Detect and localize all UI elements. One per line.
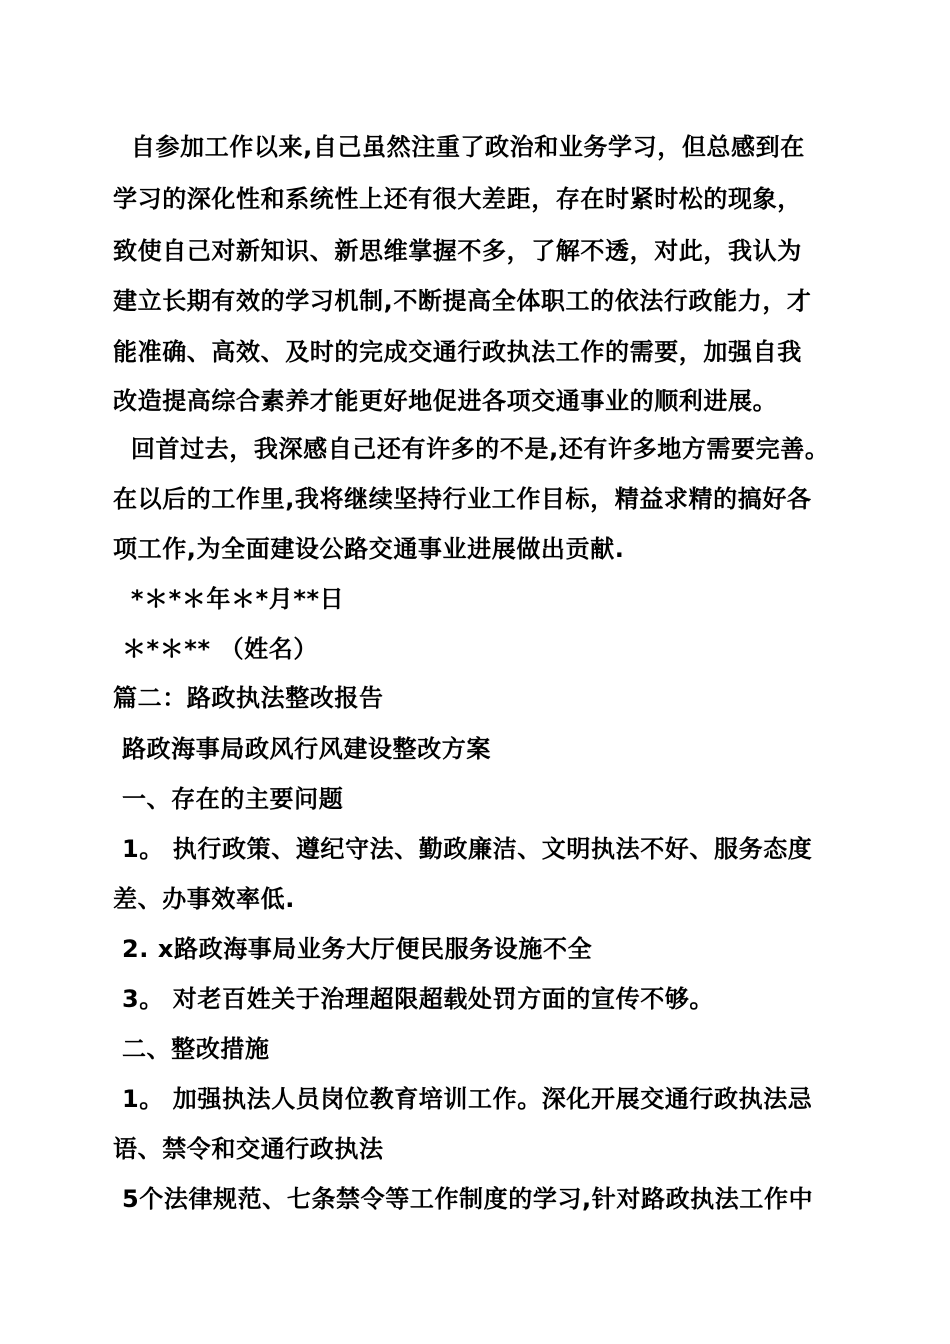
section-heading: 篇二：路政执法整改报告 [113,684,384,712]
text-line: 回首过去，我深感自己还有许多的不是,还有许多地方需要完善。 [113,435,830,463]
list-item-continuation: 5个法律规范、七条禁令等工作制度的学习,针对路政执法工作中 [113,1185,814,1213]
list-item: 1。 执行政策、遵纪守法、勤政廉洁、文明执法不好、服务态度 [113,835,813,863]
heading-measures: 二、整改措施 [113,1035,270,1063]
date-line: *＊*＊年＊*月**日 [113,585,345,613]
text-line: 项工作,为全面建设公路交通事业进展做出贡献. [113,535,625,563]
list-item: 1。 加强执法人员岗位教育培训工作。深化开展交通行政执法忌 [113,1085,813,1113]
text-line: 学习的深化性和系统性上还有很大差距，存在时紧时松的现象， [113,185,802,213]
signature-line: ＊*＊** （姓名） [113,635,318,663]
document-title: 路政海事局政风行风建设整改方案 [113,735,491,763]
heading-problems: 一、存在的主要问题 [113,785,344,813]
text-line: 致使自己对新知识、新思维掌握不多，了解不透，对此，我认为 [113,237,802,265]
text-line: 建立长期有效的学习机制,不断提高全体职工的依法行政能力，才 [113,287,812,315]
list-item: 2. x路政海事局业务大厅便民服务设施不全 [113,935,593,963]
text-line: 自参加工作以来,自己虽然注重了政治和业务学习，但总感到在 [113,133,805,161]
list-item-continuation: 语、禁令和交通行政执法 [113,1135,384,1163]
list-item: 3。 对老百姓关于治理超限超载处罚方面的宣传不够。 [113,985,715,1013]
text-line: 在以后的工作里,我将继续坚持行业工作目标，精益求精的搞好各 [113,485,812,513]
text-line: 改造提高综合素养才能更好地促进各项交通事业的顺利进展。 [113,387,778,415]
text-line: 能准确、高效、及时的完成交通行政执法工作的需要，加强自我 [113,338,802,366]
list-item-continuation: 差、办事效率低. [113,885,295,913]
